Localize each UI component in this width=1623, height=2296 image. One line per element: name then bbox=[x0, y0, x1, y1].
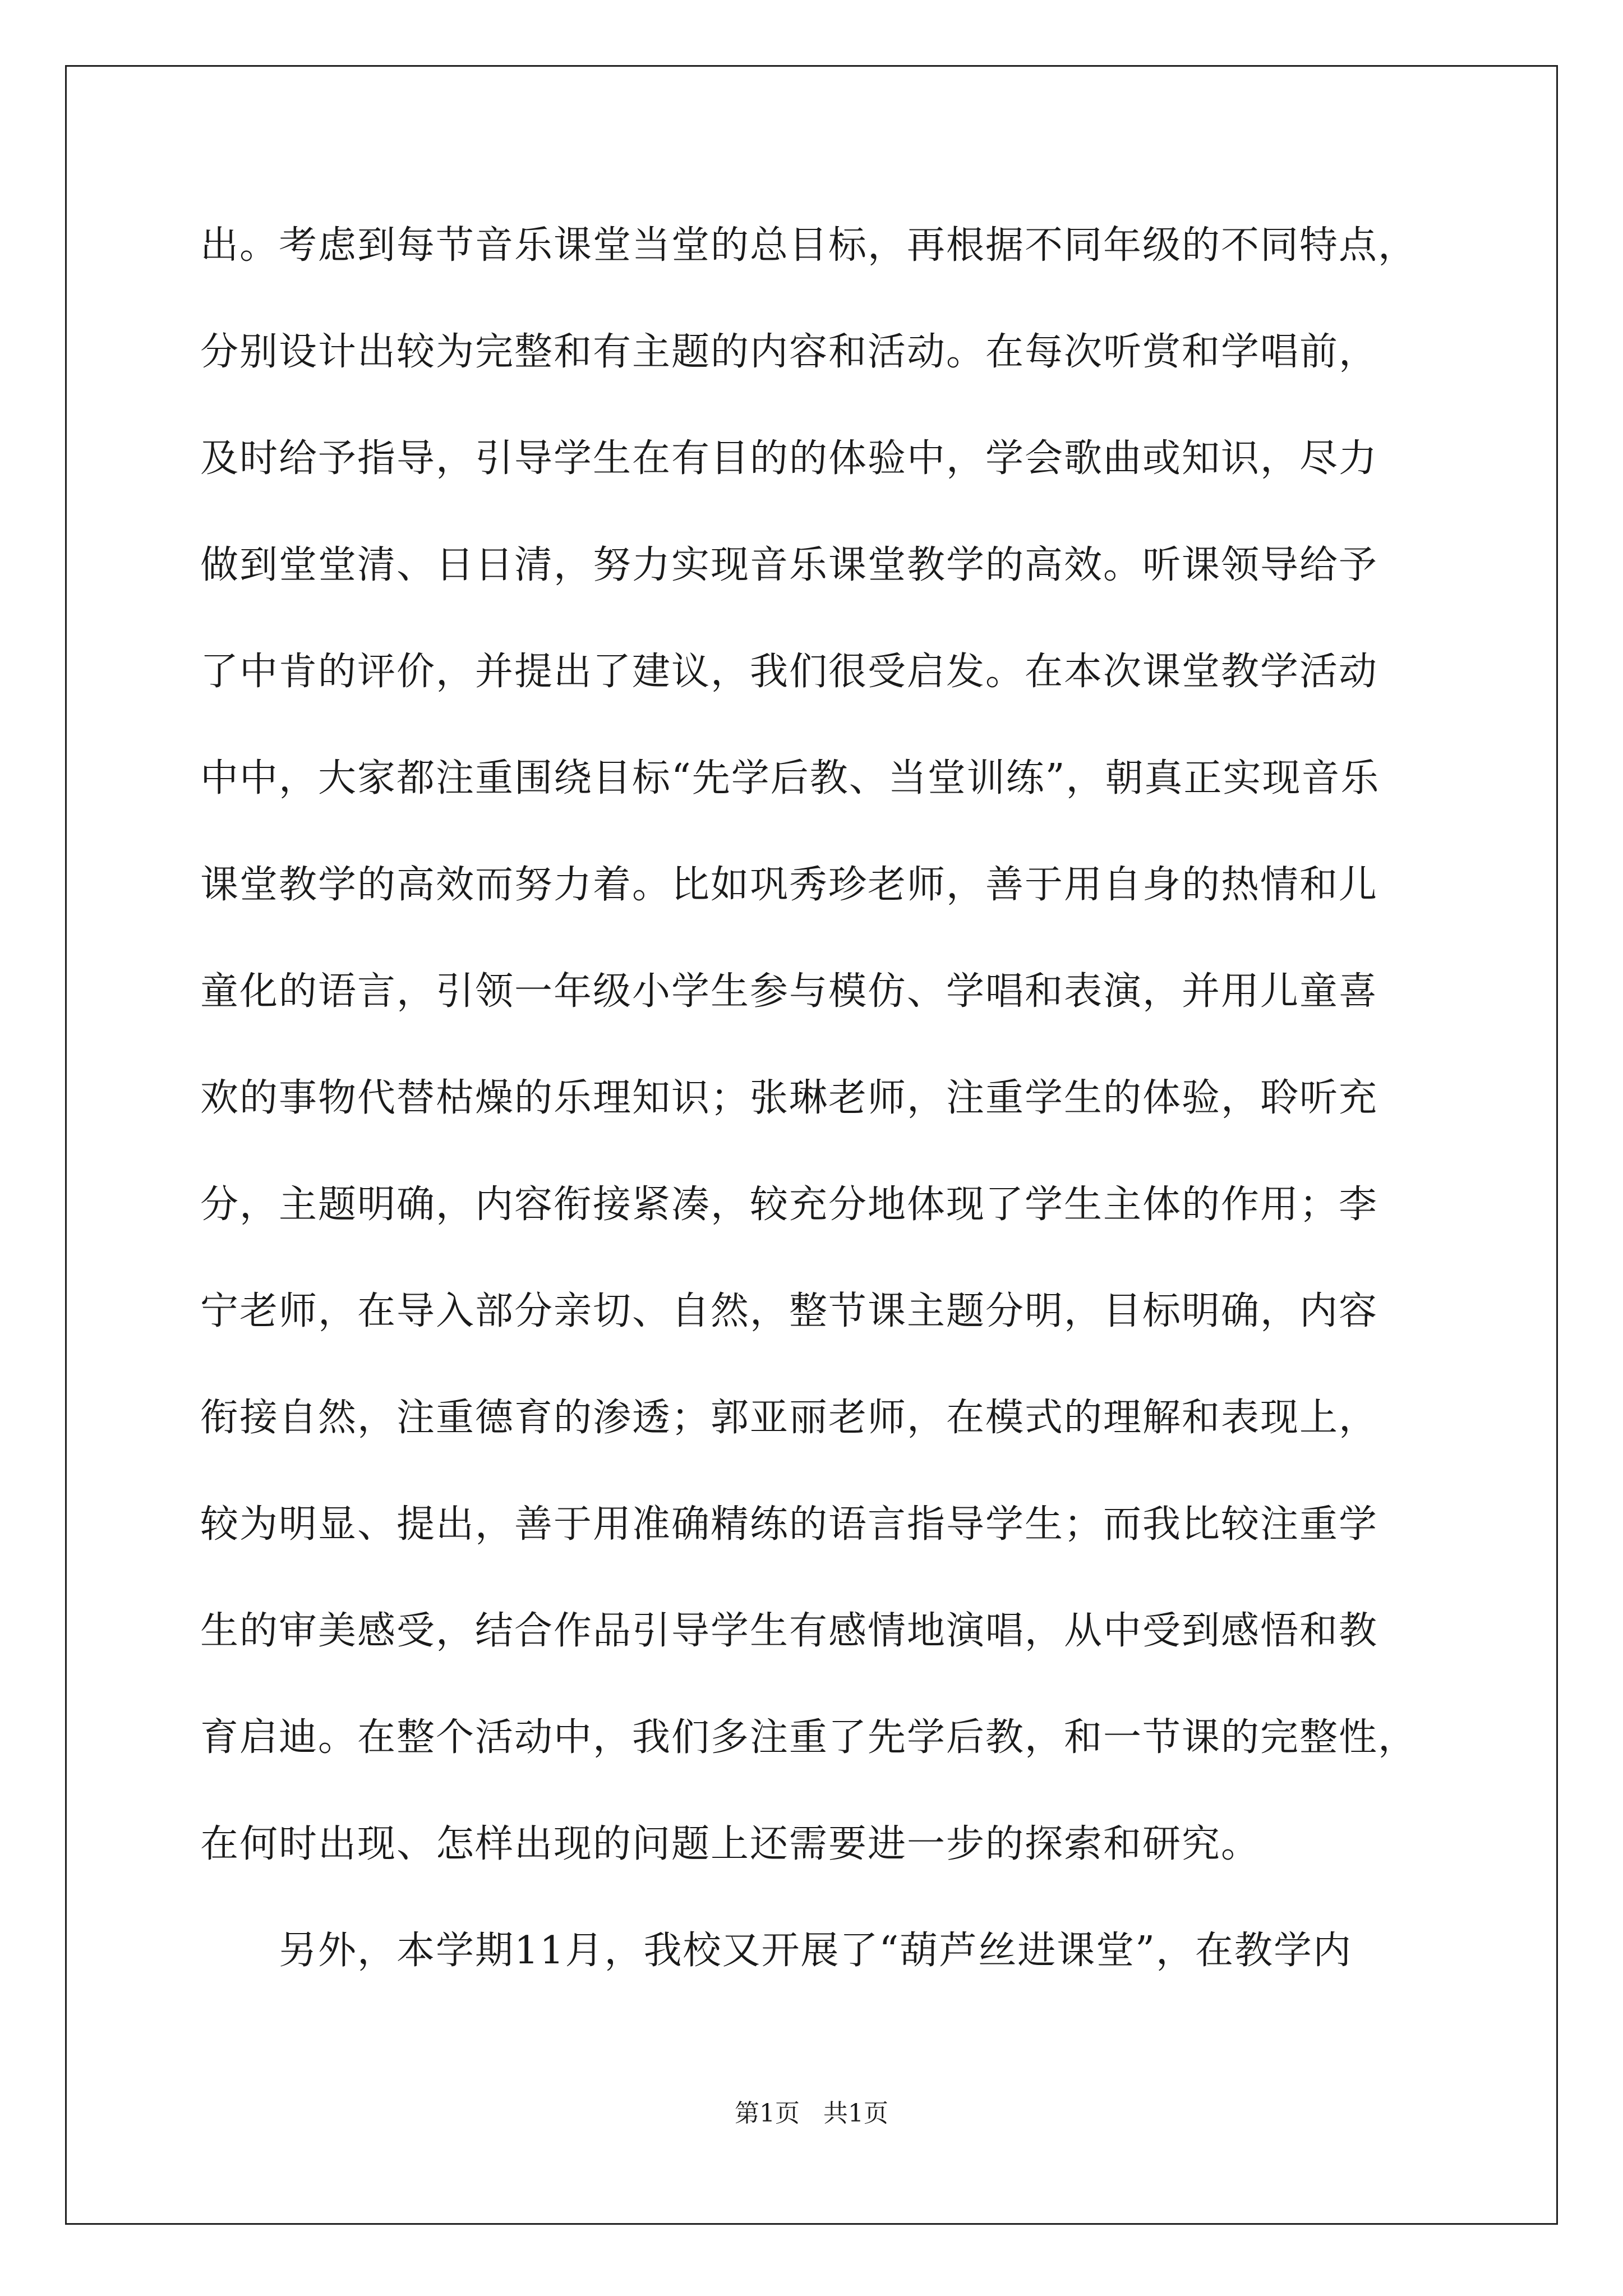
paragraph-1-line-8: 童化的语言，引领一年级小学生参与模仿、学唱和表演，并用儿童喜 bbox=[200, 969, 1378, 1014]
paragraph-2-line-1: 另外，本学期11月，我校又开展了“葫芦丝进课堂”，在教学内 bbox=[279, 1929, 1353, 1973]
paragraph-1-line-3: 及时给予指导，引导学生在有目的的体验中，学会歌曲或知识，尽力 bbox=[200, 436, 1378, 481]
paragraph-1-line-15: 育启迪。在整个活动中，我们多注重了先学后教，和一节课的完整性， bbox=[200, 1715, 1418, 1760]
paragraph-1-line-10: 分，主题明确，内容衔接紧凑，较充分地体现了学生主体的作用；李 bbox=[200, 1182, 1378, 1227]
paragraph-1-line-6: 中中，大家都注重围绕目标“先学后教、当堂训练”，朝真正实现音乐 bbox=[200, 756, 1380, 800]
page-number-footer: 第1页 共1页 bbox=[735, 2099, 888, 2128]
paragraph-1-line-11: 宁老师，在导入部分亲切、自然，整节课主题分明，目标明确，内容 bbox=[200, 1289, 1378, 1333]
paragraph-1-line-13: 较为明显、提出，善于用准确精练的语言指导学生；而我比较注重学 bbox=[200, 1502, 1378, 1547]
paragraph-1-line-9: 欢的事物代替枯燥的乐理知识；张琳老师，注重学生的体验，聆听充 bbox=[200, 1076, 1378, 1120]
paragraph-1-line-2: 分别设计出较为完整和有主题的内容和活动。在每次听赏和学唱前， bbox=[200, 330, 1378, 374]
paragraph-1-line-4: 做到堂堂清、日日清，努力实现音乐课堂教学的高效。听课领导给予 bbox=[200, 543, 1378, 587]
paragraph-1-line-7: 课堂教学的高效而努力着。比如巩秀珍老师，善于用自身的热情和儿 bbox=[200, 863, 1378, 907]
paragraph-1-line-1: 出。考虑到每节音乐课堂当堂的总目标，再根据不同年级的不同特点， bbox=[200, 223, 1418, 268]
paragraph-1-line-12: 衔接自然，注重德育的渗透；郭亚丽老师，在模式的理解和表现上， bbox=[200, 1396, 1378, 1440]
paragraph-1-line-5: 了中肯的评价，并提出了建议，我们很受启发。在本次课堂教学活动 bbox=[200, 650, 1378, 694]
paragraph-1-line-16: 在何时出现、怎样出现的问题上还需要进一步的探索和研究。 bbox=[200, 1822, 1261, 1866]
document-body bbox=[200, 212, 1434, 2024]
paragraph-1-line-14: 生的审美感受，结合作品引导学生有感情地演唱，从中受到感悟和教 bbox=[200, 1609, 1378, 1653]
